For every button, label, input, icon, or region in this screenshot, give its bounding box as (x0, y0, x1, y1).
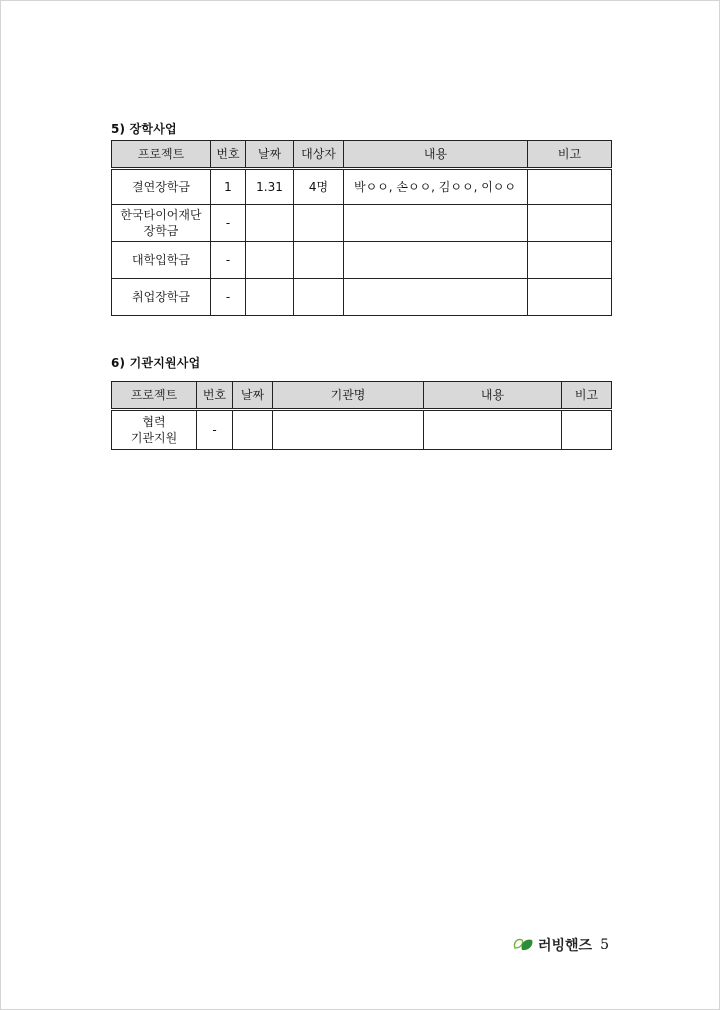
header-number: 번호 (211, 141, 246, 169)
cell-content (344, 242, 528, 279)
brand-name: 러빙핸즈 (537, 938, 593, 954)
header-content: 내용 (344, 141, 528, 169)
header-date: 날짜 (233, 382, 273, 410)
header-number: 번호 (197, 382, 233, 410)
cell-content (344, 205, 528, 242)
page-footer (512, 933, 609, 957)
cell-content (424, 410, 562, 450)
cell-date (246, 279, 294, 316)
cell-number: - (197, 410, 233, 450)
cell-number: - (211, 279, 246, 316)
cell-note (528, 279, 612, 316)
cell-target (294, 242, 344, 279)
header-org: 기관명 (273, 382, 424, 410)
cell-note (562, 410, 612, 450)
cell-target (294, 279, 344, 316)
cell-date (233, 410, 273, 450)
page-number: 5 (600, 937, 609, 953)
table-header-row (112, 382, 612, 410)
cell-project-line1: 협력 (142, 415, 166, 429)
leaf-logo-icon (512, 933, 536, 957)
header-note: 비고 (528, 141, 612, 169)
cell-project: 대학입학금 (112, 242, 211, 279)
cell-note (528, 169, 612, 205)
cell-project-line1: 한국타이어재단 (120, 208, 202, 222)
cell-number: - (211, 205, 246, 242)
section-5-title: 5) 장학사업 (111, 122, 177, 136)
institution-support-table (111, 381, 612, 450)
cell-project: 취업장학금 (112, 279, 211, 316)
cell-project (112, 205, 211, 242)
header-project: 프로젝트 (112, 382, 197, 410)
cell-date: 1.31 (246, 169, 294, 205)
cell-org (273, 410, 424, 450)
cell-note (528, 242, 612, 279)
cell-project-line2: 기관지원 (130, 431, 178, 445)
cell-target (294, 205, 344, 242)
cell-number: - (211, 242, 246, 279)
cell-project-line2: 장학금 (143, 224, 179, 238)
cell-project: 결연장학금 (112, 169, 211, 205)
header-note: 비고 (562, 382, 612, 410)
header-content: 내용 (424, 382, 562, 410)
header-project: 프로젝트 (112, 141, 211, 169)
cell-note (528, 205, 612, 242)
table-row (112, 242, 612, 279)
table-header-row (112, 141, 612, 169)
cell-project (112, 410, 197, 450)
table-row (112, 169, 612, 205)
header-target: 대상자 (294, 141, 344, 169)
header-date: 날짜 (246, 141, 294, 169)
cell-target: 4명 (294, 169, 344, 205)
cell-date (246, 205, 294, 242)
table-row (112, 279, 612, 316)
cell-content (344, 279, 528, 316)
cell-number: 1 (211, 169, 246, 205)
section-6-title: 6) 기관지원사업 (111, 356, 201, 370)
table-row (112, 410, 612, 450)
scholarship-table (111, 140, 612, 316)
cell-date (246, 242, 294, 279)
table-row (112, 205, 612, 242)
cell-content: 박ㅇㅇ, 손ㅇㅇ, 김ㅇㅇ, 이ㅇㅇ (344, 169, 528, 205)
